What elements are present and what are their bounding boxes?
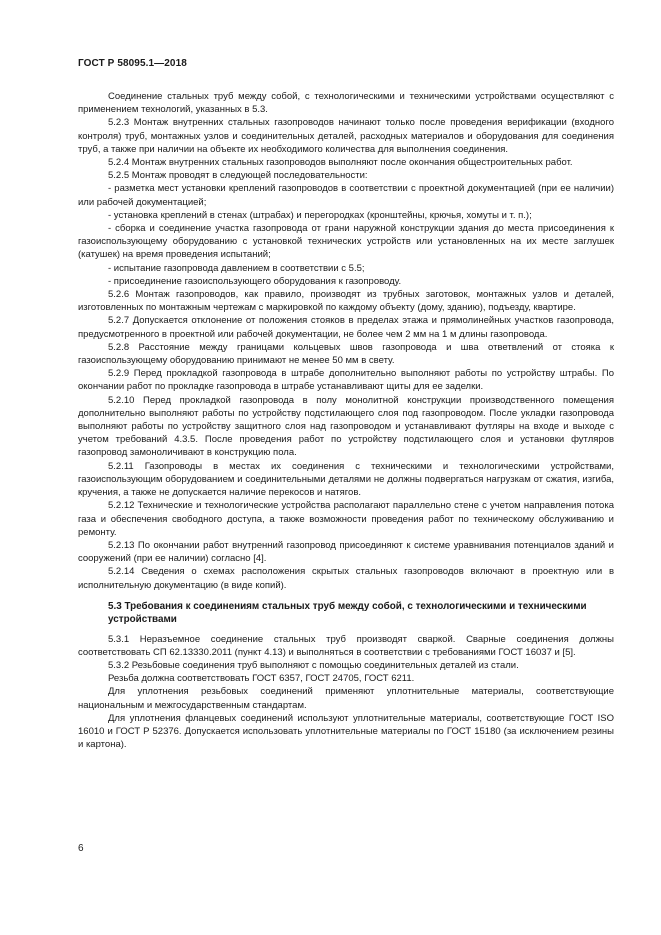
paragraph: Резьба должна соответствовать ГОСТ 6357, ГОСТ 24705, ГОСТ 6211. [108,673,415,685]
paragraph-5-2-14: 5.2.14 Сведения о схемах расположения скрытых стальных газопроводов включают в проектную или в исполнительную документацию (в виде копий). [78,566,614,591]
paragraph-5-2-7: 5.2.7 Допускается отклонение от положения стояков в пределах этажа и прямолинейных участков газопровода, предусмотренного в проектной или рабочей документации, не более чем 2 мм на 1 м длины газопровода. [78,315,614,340]
paragraph-5-2-13: 5.2.13 По окончании работ внутренний газопровод присоединяют к системе уравнивания потенциалов зданий и сооружений (при ее наличии) согласно [4]. [78,539,614,565]
list-item: - испытание газопровода давлением в соответствии с 5.5; [108,262,365,274]
list-item: - сборка и соединение участка газопровода от грани наружной конструкции здания до места присоединения к газоиспользующему оборудованию с установкой технических устройств или установленных на их месте заглушек (катушек) на время проведения испытаний; [78,223,614,261]
paragraph-5-2-8: 5.2.8 Расстояние между границами кольцевых швов газопровода и шва ответвлений от стояка к газоиспользующему оборудованию принимают не менее 50 мм в свету. [78,341,614,367]
paragraph: Для уплотнения фланцевых соединений используют уплотнительные материалы, соответствующие ГОСТ ISO 16010 и ГОСТ Р 52376. Допускается использовать уплотнительные материалы по ГОСТ 15180 (за исключением резины и картона). [78,712,614,751]
list-item: - присоединение газоиспользующего оборудования к газопроводу. [108,275,402,287]
paragraph-5-2-4: 5.2.4 Монтаж внутренних стальных газопроводов выполняют после окончания общестроительных работ. [108,157,573,169]
paragraph-5-3-2: 5.3.2 Резьбовые соединения труб выполняют с помощью соединительных деталей из стали. [108,659,519,671]
paragraph-5-2-11: 5.2.11 Газопроводы в местах их соединения с техническими и технологическими устройствами, газоиспользующим оборудованием и соединительными деталями не должны подвергаться нагрузкам от сжатия, изгиба, кручения, а также не допускается наличие перекосов и натягов. [78,460,614,499]
list-item: - разметка мест установки креплений газопроводов в соответствии с проектной документацией (при ее наличии) или рабочей документацией; [78,183,614,208]
list-item: - установка креплений в стенах (штрабах) и перегородках (кронштейны, крючья, хомуты и т. п.); [108,209,532,221]
paragraph-5-2-12: 5.2.12 Технические и технологические устройства располагают параллельно стене с учетом направления потока газа и обеспечения свободного доступа, а также возможности проведения работ по техническому обслуживанию и ремонту. [78,500,614,538]
paragraph-5-2-9: 5.2.9 Перед прокладкой газопровода в штрабе дополнительно выполняют работы по устройству штрабы. По окончании работ по прокладке газопровода в штрабе устанавливают щиты для ее заделки. [78,368,614,393]
section-heading-5-3: 5.3 Требования к соединениям стальных труб между собой, с технологическими и техническими устройствами [108,600,587,626]
document-body [78,90,614,751]
page-number: 6 [78,843,84,854]
paragraph-5-3-1: 5.3.1 Неразъемное соединение стальных труб производят сваркой. Сварные соединения должны соответствовать СП 62.13330.2011 (пункт 4.13) и выполняться в соответствии с требованиями ГОСТ 16037 и [5]. [78,633,614,658]
paragraph-5-2-10: 5.2.10 Перед прокладкой газопровода в полу монолитной конструкции производственного помещения дополнительно выполняют работы по устройству подстилающего слоя под газопроводом. После укладки газопровода выполняют работы по устройству защитного слоя над газопроводом и устанавливают футляры на входе и выходе с учетом требований 4.3.5. После проведения работ по устройству подстилающего слоя и установки футляров газопровод замоноличивают в конструкцию пола. [78,394,614,459]
paragraph-5-2-6: 5.2.6 Монтаж газопроводов, как правило, производят из трубных заготовок, монтажных узлов и деталей, изготовленных по монтажным чертежам с маркировкой по каждому объекту (дому, зданию), подъезду, квартире. [78,289,614,314]
paragraph: Для уплотнения резьбовых соединений применяют уплотнительные материалы, соответствующие национальным и межгосударственным стандартам. [78,686,614,711]
paragraph: Соединение стальных труб между собой, с технологическими и техническими устройствами осуществляют с применением технологий, указанных в 5.3. [78,91,614,116]
paragraph-5-2-5: 5.2.5 Монтаж проводят в следующей последовательности: [108,170,368,182]
document-header: ГОСТ Р 58095.1—2018 [78,58,187,69]
paragraph-5-2-3: 5.2.3 Монтаж внутренних стальных газопроводов начинают только после проведения верификации (входного контроля) труб, монтажных узлов и соединительных деталей, расходных материалов и оборудования для соединения труб, а также при наличии на объекте их необходимого количества для выполнения соединения. [78,117,614,155]
